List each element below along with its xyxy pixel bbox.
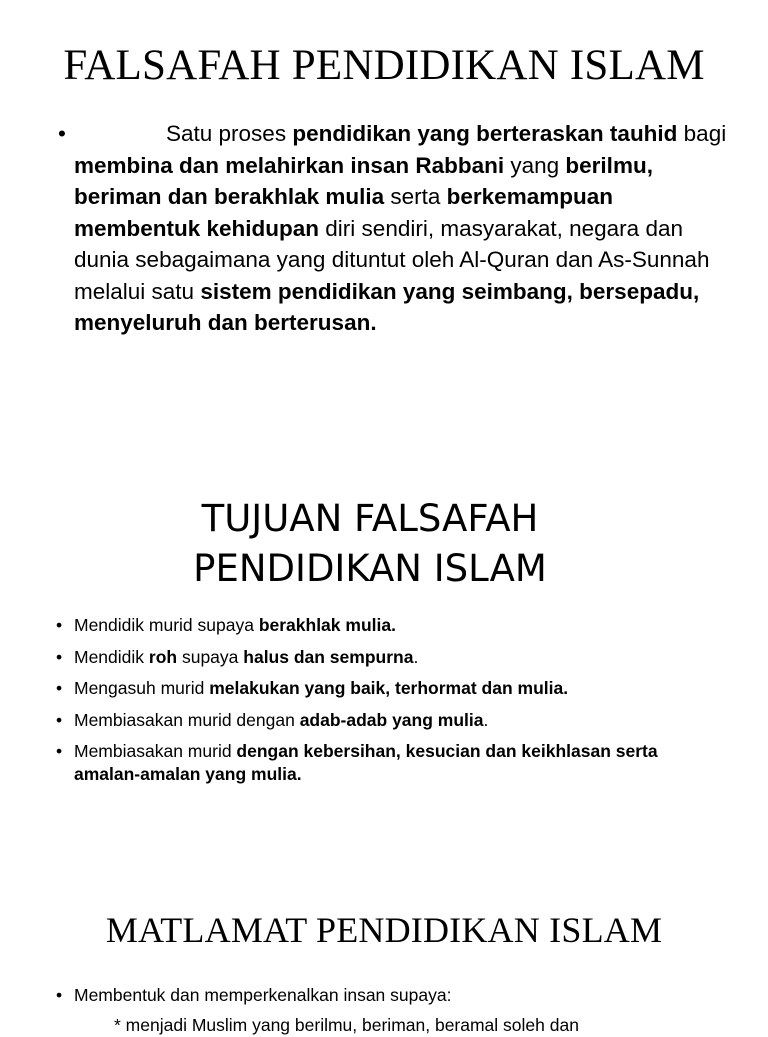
text-run: .	[483, 709, 489, 730]
list-item	[0, 646, 768, 669]
text-run: Mendidik murid supaya	[74, 615, 259, 635]
bold-text-run: melakukan yang baik, terhormat dan mulia.	[209, 678, 569, 698]
text-run: Membiasakan murid	[74, 741, 237, 761]
list-item	[0, 984, 768, 1007]
bullet-icon: •	[56, 678, 63, 698]
title-line-2: PENDIDIKAN ISLAM	[193, 547, 547, 590]
list-item-text	[74, 710, 488, 730]
slide-title-tujuan	[0, 494, 740, 594]
list-item-text	[74, 615, 396, 635]
bold-text-run: sistem pendidikan yang seimbang, bersepadu, menyeluruh dan berterusan.	[74, 278, 700, 335]
list-item-text	[74, 647, 418, 667]
text-run: Mengasuh murid	[74, 678, 210, 698]
bold-text-run: roh	[148, 646, 178, 667]
text-run: serta	[384, 184, 447, 209]
text-run: Satu proses	[166, 121, 293, 146]
list-item-text	[74, 678, 568, 698]
list-item	[0, 614, 768, 637]
bold-text-run: adab-adab yang mulia	[299, 709, 484, 730]
text-run: supaya	[177, 646, 244, 667]
bold-text-run: halus dan sempurna	[243, 646, 414, 667]
bullet-item	[0, 118, 768, 339]
sub-item-text: * menjadi Muslim yang berilmu, beriman, beramal soleh dan	[114, 1015, 579, 1035]
bold-text-run: berilmu, beriman dan berakhlak mulia	[74, 152, 653, 209]
slide-title-falsafah: FALSAFAH PENDIDIKAN ISLAM	[63, 42, 705, 89]
bold-text-run: membina dan melahirkan insan Rabbani	[74, 152, 505, 178]
text-run: bagi	[677, 121, 727, 146]
bullet-icon: •	[56, 615, 63, 635]
text-run: .	[413, 646, 419, 667]
bullet-icon: •	[56, 646, 63, 667]
bullet-icon: •	[58, 121, 66, 146]
list-item	[0, 677, 768, 700]
text-run: yang	[504, 152, 566, 178]
bold-text-run: dengan kebersihan, kesucian dan keikhlasan serta amalan-amalan yang mulia.	[74, 741, 658, 784]
title-line-1: TUJUAN FALSAFAH	[201, 497, 539, 540]
list-item-text: Membentuk dan memperkenalkan insan supaya:	[74, 985, 452, 1005]
definition-text	[74, 121, 726, 335]
bold-text-run: pendidikan yang berteraskan tauhid	[292, 121, 678, 146]
bullet-icon: •	[56, 741, 63, 761]
definition-paragraph	[0, 118, 768, 339]
slide-title-matlamat: MATLAMAT PENDIDIKAN ISLAM	[105, 910, 663, 950]
text-run: diri sendiri, masyarakat, negara dan dunia sebagaimana yang dituntut oleh Al-Quran dan As-Sunnah melalui satu	[74, 215, 710, 304]
text-run: Membiasakan murid dengan	[74, 709, 300, 730]
bullet-icon: •	[56, 985, 63, 1005]
list-item	[0, 740, 768, 786]
list-item	[0, 709, 768, 732]
bold-text-run: berakhlak mulia.	[258, 615, 396, 635]
text-run: Mendidik	[74, 646, 149, 667]
bullet-icon: •	[56, 709, 63, 730]
goals-list	[0, 984, 768, 1007]
objectives-list	[0, 614, 768, 795]
bold-text-run: berkemampuan membentuk kehidupan	[74, 184, 613, 241]
list-item-text	[74, 741, 658, 784]
